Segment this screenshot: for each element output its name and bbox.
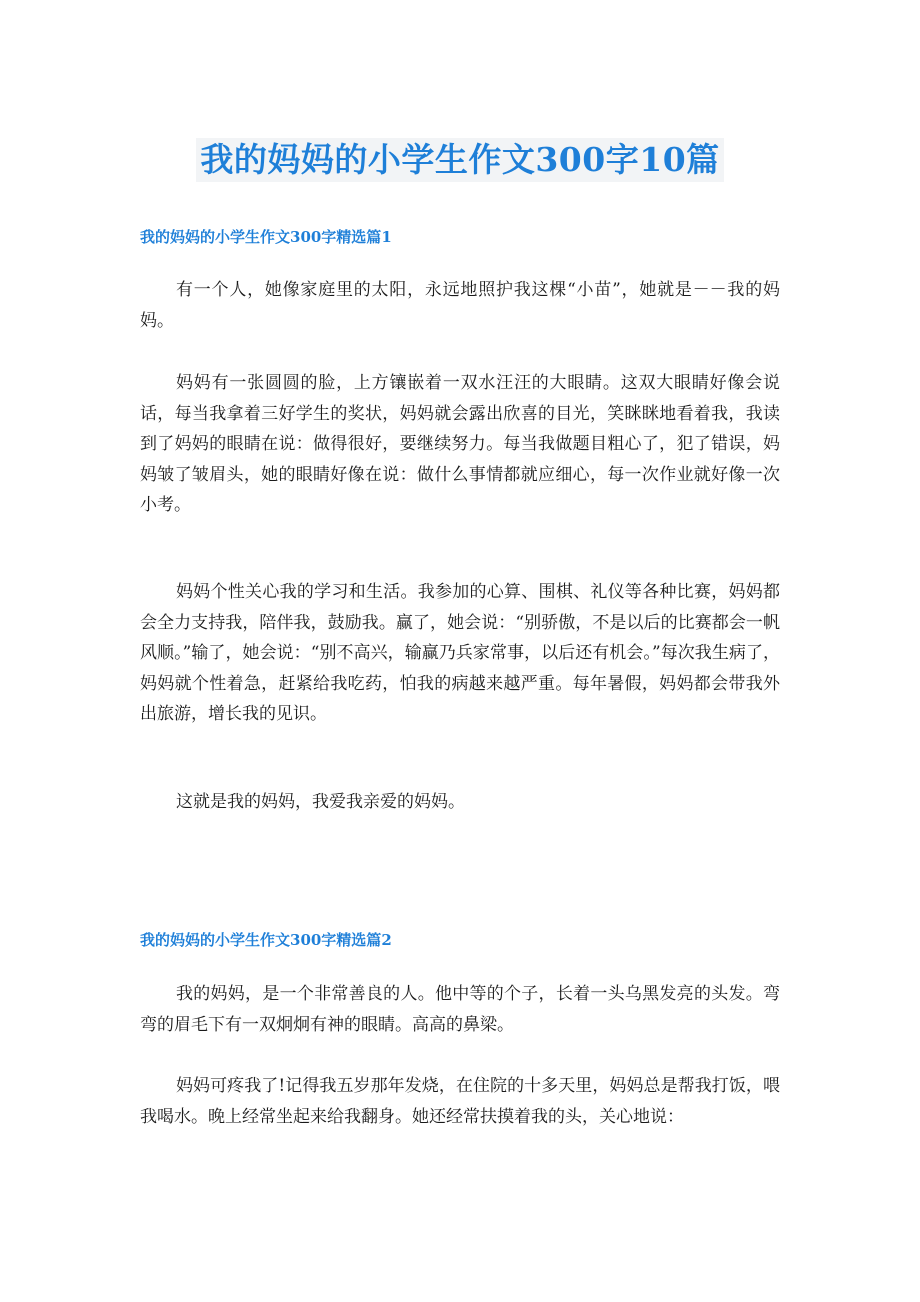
- paragraph-2-1: 我的妈妈，是一个非常善良的人。他中等的个子，长着一头乌黑发亮的头发。弯弯的眉毛下有一双炯炯有神的眼睛。高高的鼻梁。: [140, 984, 780, 1035]
- paragraph-1-4: 这就是我的妈妈，我爱我亲爱的妈妈。: [176, 792, 465, 812]
- paragraph-1-1: 有一个人，她像家庭里的太阳，永远地照护我这棵“小苗”，她就是－－我的妈妈。: [140, 280, 780, 331]
- paragraph-1-2: 妈妈有一张圆圆的脸，上方镶嵌着一双水汪汪的大眼睛。这双大眼睛好像会说话，每当我拿着三好学生的奖状，妈妈就会露出欣喜的目光，笑眯眯地看着我，我读到了妈妈的眼睛在说：做得很好，要继续努力。每当我做题目粗心了，犯了错误，妈妈皱了皱眉头，她的眼睛好像在说：做什么事情都就应细心，每一次作业就好像一次小考。: [140, 373, 780, 515]
- title-wrapper: [140, 138, 780, 182]
- document-title: 我的妈妈的小学生作文300字10篇: [196, 138, 723, 182]
- section-heading-1: 我的妈妈的小学生作文300字精选篇1: [140, 228, 392, 246]
- section-heading-2: 我的妈妈的小学生作文300字精选篇2: [140, 931, 392, 949]
- paragraph-1-3: 妈妈个性关心我的学习和生活。我参加的心算、围棋、礼仪等各种比赛，妈妈都会全力支持我，陪伴我，鼓励我。赢了，她会说：“别骄傲，不是以后的比赛都会一帆风顺。”输了，她会说：“别不高兴，输赢乃兵家常事，以后还有机会。”每次我生病了，妈妈就个性着急，赶紧给我吃药，怕我的病越来越严重。每年暑假，妈妈都会带我外出旅游，增长我的见识。: [140, 582, 780, 724]
- paragraph-2-2: 妈妈可疼我了!记得我五岁那年发烧，在住院的十多天里，妈妈总是帮我打饭，喂我喝水。晚上经常坐起来给我翻身。她还经常扶摸着我的头，关心地说：: [140, 1076, 780, 1127]
